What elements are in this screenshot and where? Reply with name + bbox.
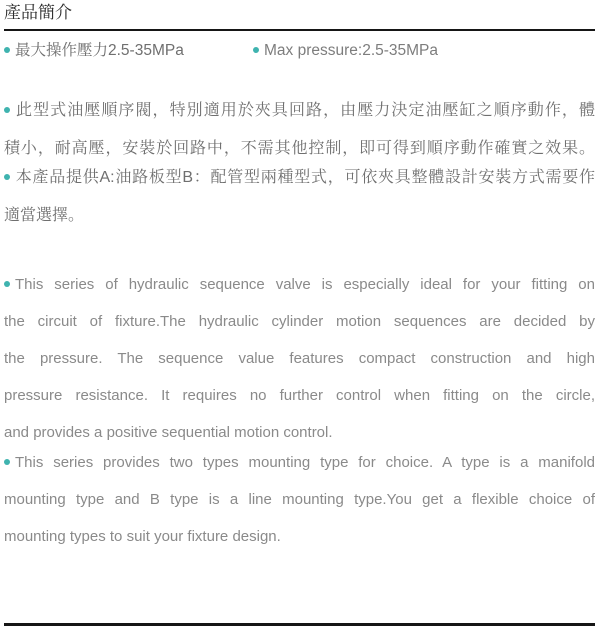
spec-item-max-pressure-en	[253, 42, 438, 60]
text-line	[4, 92, 595, 130]
product-intro-page	[0, 2, 600, 636]
bullet-dot-icon	[4, 174, 10, 180]
text-line-content: This series of hydraulic sequence valve is especially ideal for your fitting on	[15, 276, 595, 293]
text-line	[4, 266, 595, 303]
bullet-dot-icon	[4, 281, 10, 287]
text-line-content: pressure resistance. It requires no further control when fitting on the circle,	[4, 387, 595, 404]
text-line-content: 此型式油壓順序閥，特別適用於夾具回路，由壓力決定油壓缸之順序動作，體	[15, 102, 595, 119]
spec-label: 最大操作壓力2.5-35MPa	[15, 42, 184, 59]
spec-row	[4, 42, 595, 60]
text-line	[4, 197, 595, 235]
bullet-dot-icon	[253, 47, 259, 53]
page-title: 產品簡介	[4, 3, 72, 22]
text-line	[4, 377, 595, 414]
footer-divider	[4, 623, 595, 626]
text-line-content: the circuit of fixture.The hydraulic cylinder motion sequences are decided by	[4, 313, 595, 330]
paragraph-en-sequence-valve	[4, 266, 595, 451]
paragraph-zh-mounting-types	[4, 159, 595, 235]
bullet-dot-icon	[4, 47, 10, 53]
bullet-dot-icon	[4, 107, 10, 113]
text-line-content: mounting types to suit your fixture design.	[4, 528, 281, 545]
paragraph-zh-sequence-valve	[4, 92, 595, 168]
text-line-content: 本產品提供A:油路板型B：配管型兩種型式，可依夾具整體設計安裝方式需要作	[15, 169, 595, 186]
spec-label: Max pressure:2.5-35MPa	[264, 42, 439, 59]
text-line	[4, 444, 595, 481]
paragraph-en-mounting-types	[4, 444, 595, 555]
title-divider	[4, 29, 595, 31]
text-line	[4, 481, 595, 518]
text-line	[4, 340, 595, 377]
bullet-dot-icon	[4, 459, 10, 465]
text-line-content: 適當選擇。	[4, 207, 85, 224]
text-line-content: and provides a positive sequential motion control.	[4, 424, 333, 441]
spec-item-max-pressure-zh	[4, 42, 253, 60]
text-line-content: mounting type and B type is a line mounting type.You get a flexible choice of	[4, 491, 595, 508]
text-line-content: This series provides two types mounting type for choice. A type is a manifold	[15, 454, 595, 471]
text-line-content: the pressure. The sequence value features compact construction and high	[4, 350, 595, 367]
text-line	[4, 303, 595, 340]
text-line	[4, 159, 595, 197]
text-line-content: 積小，耐高壓，安裝於回路中，不需其他控制，即可得到順序動作確實之效果。	[4, 140, 595, 157]
text-line	[4, 518, 595, 555]
